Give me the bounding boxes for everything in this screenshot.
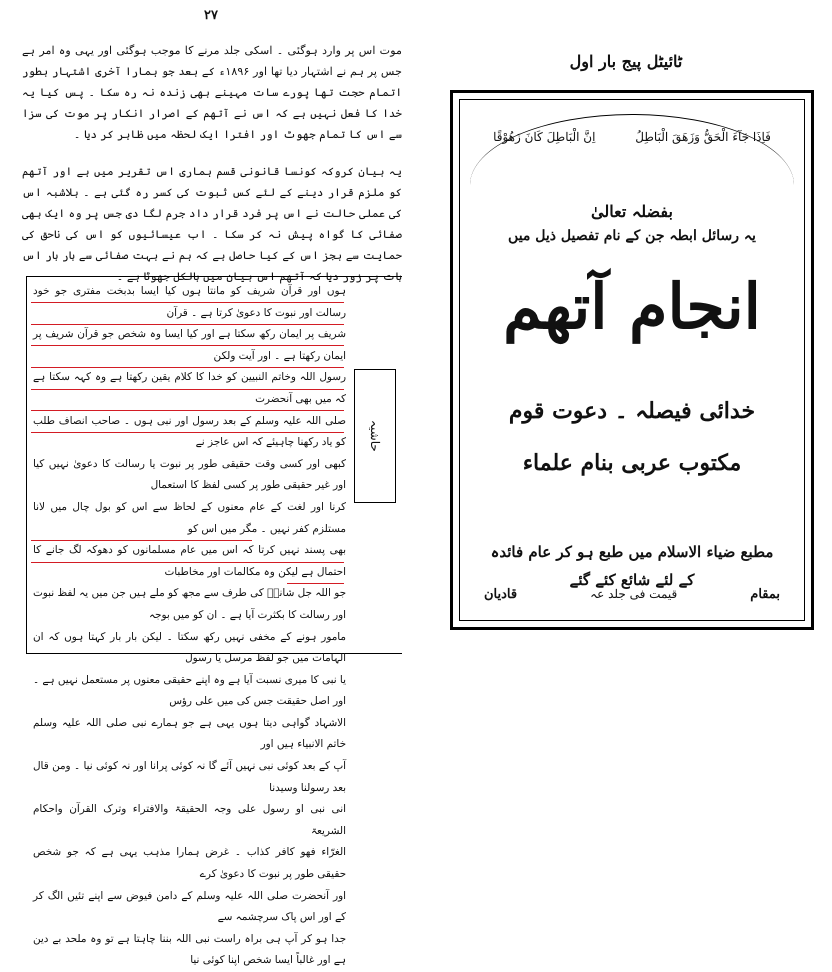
footnote-line: الاشہاد گواہی دیتا ہوں یہی ہے جو ہمارے نبی صلی اللہ علیہ وسلم خاتم الانبیاء ہیں اور bbox=[33, 716, 346, 751]
page-number: ۲۷ bbox=[204, 8, 218, 23]
imprint-price: قیمت فی جلد عہ bbox=[590, 587, 678, 601]
red-underline bbox=[31, 389, 344, 390]
imprint-place: قادیان bbox=[484, 587, 518, 602]
imprint-row bbox=[484, 587, 780, 602]
footnote-line: مامور ہونے کے مخفی نہیں رکھ سکتا ۔ لیکن بار بار کہتا ہوں کہ ان الہامات میں جو لفظ مرسل یا رسول bbox=[33, 630, 346, 665]
paragraph-text: موت اس پر وارد ہوگئی ۔ اسکی جلد مرنے کا موجب ہوگئی اور یہی وہ امر ہے جس پر ہم نے اشتہار دیا تھا اور ۱۸۹۶ء کے بعد جو ہمارا آخری اشتہار بطور اتمام حجت تھا پورے سات مہینے بھی زندہ نہ رہ سکا ۔ پس کیا یہ خدا کا فعل نہیں ہے کہ اس نے آتھم کے اصرار انکار پر موت کی سزا سے اس کا تمام جھوٹ اور افترا ایک لحظہ میں ظاہر کر دیا ۔ bbox=[22, 44, 402, 141]
footnote-text bbox=[33, 281, 346, 972]
upper-paragraph-2 bbox=[22, 161, 402, 291]
verse-band bbox=[460, 100, 804, 190]
paragraph-text: یہ بیان کروکہ کونسا قانونی قسم ہماری اس تقریر میں ہے اور آتھم کو ملزم قرار دینے کے لئے کس ثبوت کی کسر رہ گئی ہے ۔ بلاشبہ اس کی عملی حالت نے اس پر فرد قرار داد جرم لگا دی جس پر وہ ایک بھی صفائی کا گواہ پیش نہ کر سکا ۔ اب عیسائیوں کو اس کی ناحق کی حمایت سے بجز اس کے کیا حاصل ہے کہ ہم نے بہت صفائی سے بار بار اس بات پر زور دیا کہ آتھم اس بیان میں بالکل جھوٹا ہے ۔ bbox=[22, 165, 402, 283]
footnote-line: صلی اللہ علیہ وسلم کے بعد رسول اور نبی ہوں ۔ صاحب انصاف طلب کو یاد رکھنا چاہیئے کہ اس عاجز نے bbox=[33, 414, 346, 449]
red-underline bbox=[31, 324, 344, 325]
running-title: ٹائیٹل پیج بار اول bbox=[569, 52, 683, 71]
footnote-line: کبھی اور کسی وقت حقیقی طور پر نبوت یا رسالت کا دعویٰ نہیں کیا اور غیر حقیقی طور پر کسی لفظ کا استعمال bbox=[33, 457, 346, 492]
title-frame bbox=[450, 90, 814, 630]
upper-paragraph-1 bbox=[22, 40, 402, 149]
footnote-line: آپ کے بعد کوئی نبی نہیں آئے گا نہ کوئی پرانا اور نہ کوئی نیا ۔ ومن قال بعد رسولنا وسیدنا bbox=[33, 760, 346, 794]
blessing-line: بفضلہ تعالیٰ bbox=[591, 202, 673, 221]
margin-note bbox=[354, 369, 396, 503]
footnote-line: شریف پر ایمان رکھ سکتا ہے اور کیا ایسا وہ شخص جو قرآن شریف پر ایمان رکھتا ہے ۔ اور آیت ولکن bbox=[33, 328, 346, 362]
verse-left: اِنَّ الْبَاطِلَ كَانَ زَهُوْقًا bbox=[493, 130, 596, 144]
subtitle-1: خدائی فیصلہ ۔ دعوت قوم bbox=[508, 398, 756, 424]
contents-line: یہ رسائل ابطہ جن کے نام تفصیل ذیل میں bbox=[508, 228, 756, 244]
footnote-line: انی نبی او رسول علی وجہ الحقیقۃ والافتراء وترک القرآن واحکام الشریعۃ bbox=[33, 803, 346, 837]
verse-text bbox=[472, 130, 792, 144]
book-title: انجام آتھم bbox=[503, 270, 761, 343]
right-page bbox=[428, 8, 824, 660]
left-page bbox=[14, 8, 408, 967]
imprint-place-label: بمقام bbox=[750, 587, 780, 602]
footnote-line: بھی پسند نہیں کرتا کہ اس میں عام مسلمانوں کو دھوکہ لگ جانے کا احتمال ہے لیکن وہ مکالمات اور مخاطبات bbox=[33, 544, 346, 578]
verse-arc bbox=[470, 114, 794, 185]
red-underline bbox=[31, 367, 344, 368]
red-underline bbox=[31, 540, 252, 541]
red-underline bbox=[31, 345, 344, 346]
red-underline bbox=[31, 432, 344, 433]
footnote-line: رسول اللہ وخاتم النبیین کو خدا کا کلام یقین رکھتا ہے وہ کہہ سکتا ہے کہ میں بھی آنحضرت bbox=[33, 371, 346, 405]
footnote-line: الغرّاء فھو کافر کذاب ۔ غرض ہمارا مذہب یہی ہے کہ جو شخص حقیقی طور پر نبوت کا دعویٰ کرے bbox=[33, 846, 346, 881]
verse-right: فَاِذَا جَآءَ الْحَقُّ وَزَهَقَ الْبَاطِلُ bbox=[635, 130, 771, 144]
footnote-line: یا نبی کا میری نسبت آیا ہے وہ اپنے حقیقی معنوں پر مستعمل نہیں ہے ۔ اور اصل حقیقت جس کی میں علی رؤس bbox=[33, 673, 346, 708]
red-underline bbox=[31, 562, 344, 563]
press-info bbox=[480, 538, 784, 594]
red-underline bbox=[287, 583, 344, 584]
press-line-2: کے لئے شائع کئے گئے bbox=[569, 571, 695, 589]
subtitle-2: مکتوب عربی بنام علماء bbox=[522, 450, 742, 476]
footnote-line: کرنا اور لغت کے عام معنوں کے لحاظ سے اس کو بول چال میں لانا مستلزم کفر نہیں ۔ مگر میں اس کو bbox=[33, 500, 346, 535]
footnote-line: جو اللہ جل شانہٗ کی طرف سے مجھ کو ملے ہیں جن میں یہ لفظ نبوت اور رسالت کا بکثرت آیا ہے ۔ ان کو میں بوجہ bbox=[33, 587, 346, 621]
footnote-line: ہوں اور قرآن شریف کو مانتا ہوں کیا ایسا بدبخت مفتری جو خود رسالت اور نبوت کا دعویٰ کرتا ہے ۔ قرآن bbox=[33, 285, 346, 319]
footnote-line: اور آنحضرت صلی اللہ علیہ وسلم کے دامن فیوض سے اپنے تئیں الگ کر کے اور اس پاک سرچشمہ سے bbox=[33, 889, 346, 924]
margin-note-text: حاشیہ bbox=[368, 420, 382, 452]
red-underline bbox=[31, 410, 344, 411]
red-underline bbox=[31, 302, 344, 303]
footnote-line: جدا ہو کر آپ ہی براہ راست نبی اللہ بننا چاہتا ہے تو وہ ملحد بے دین ہے اور غالباً ایسا شخص اپنا کوئی نیا bbox=[33, 932, 346, 967]
footnote-box bbox=[26, 276, 402, 967]
press-line-1: مطبع ضیاء الاسلام میں طبع ہو کر عام فائدہ bbox=[490, 543, 774, 561]
title-frame-inner bbox=[459, 99, 805, 621]
